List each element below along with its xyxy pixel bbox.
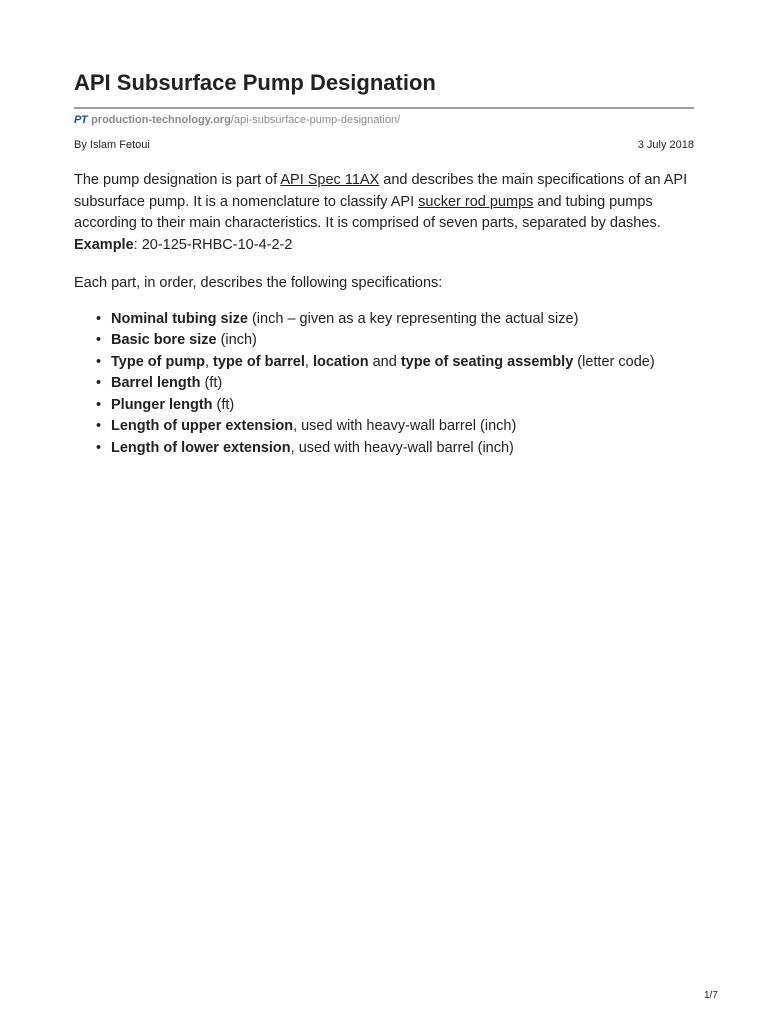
spec-list [74,309,694,460]
spec-desc: and [368,353,401,370]
bullet: • [96,332,102,348]
spec-desc: , [304,353,313,370]
list-item [96,416,694,438]
spec-term: type of barrel [213,353,305,370]
spec-term: Length of lower extension [111,439,291,456]
bullet: • [96,418,102,434]
source-line [74,114,400,126]
list-item [96,395,694,417]
api-spec-link[interactable]: API Spec 11AX [280,172,380,188]
list-item [96,352,694,374]
sucker-rod-pumps-link[interactable]: sucker rod pumps [418,193,534,210]
spec-desc: , [204,353,214,370]
title-divider [74,107,694,109]
spec-desc: (letter code) [573,353,655,370]
intro-text-3: and tubing pumps according to their main characteristics. It is comprised of seven parts, separated by dashes. [74,193,661,231]
bullet: • [96,310,102,327]
spec-term: Plunger length [111,396,213,413]
spec-term: Type of pump [111,353,205,370]
publish-date: 3 July 2018 [637,139,694,151]
pt-logo-icon: PT [74,114,88,126]
spec-desc: , used with heavy-wall barrel (inch) [290,439,514,456]
intro-text-2: and describes the main specifications of an API subsurface pump. It is a nomenclature to classify API [74,172,688,210]
article-body [74,170,694,459]
list-item [96,373,694,395]
spec-term: Nominal tubing size [111,310,248,327]
list-item [96,309,694,331]
spec-desc: (inch) [216,332,257,348]
example-label: Example [74,236,134,253]
page-title: API Subsurface Pump Designation [74,70,436,95]
spec-term: Barrel length [111,375,201,391]
list-item [96,438,694,460]
source-domain: production-technology.org [91,114,231,126]
spec-desc: , used with heavy-wall barrel (inch) [293,418,517,434]
bullet: • [96,396,102,413]
bullet: • [96,439,102,456]
spec-term: Basic bore size [111,332,217,348]
bullet: • [96,375,102,391]
intro-paragraph [74,170,694,235]
each-part-paragraph: Each part, in order, describes the following specifications: [74,275,443,291]
intro-text-1: The pump designation is part of [74,172,281,188]
page-number: 1/7 [704,990,718,1001]
example-line [74,235,694,257]
bullet: • [96,353,102,370]
spec-desc: (inch – given as a key representing the actual size) [247,310,579,327]
spec-desc: (ft) [200,375,223,391]
spec-term: Length of upper extension [111,418,294,434]
spec-term: type of seating assembly [400,353,574,370]
example-value: : 20-125-RHBC-10-4-2-2 [133,236,293,253]
list-item [96,330,694,352]
spec-desc: (ft) [212,396,235,413]
spec-term: location [312,353,369,370]
article-meta [74,139,694,151]
source-path: /api-subsurface-pump-designation/ [230,114,401,126]
author: By Islam Fetoui [74,139,150,151]
